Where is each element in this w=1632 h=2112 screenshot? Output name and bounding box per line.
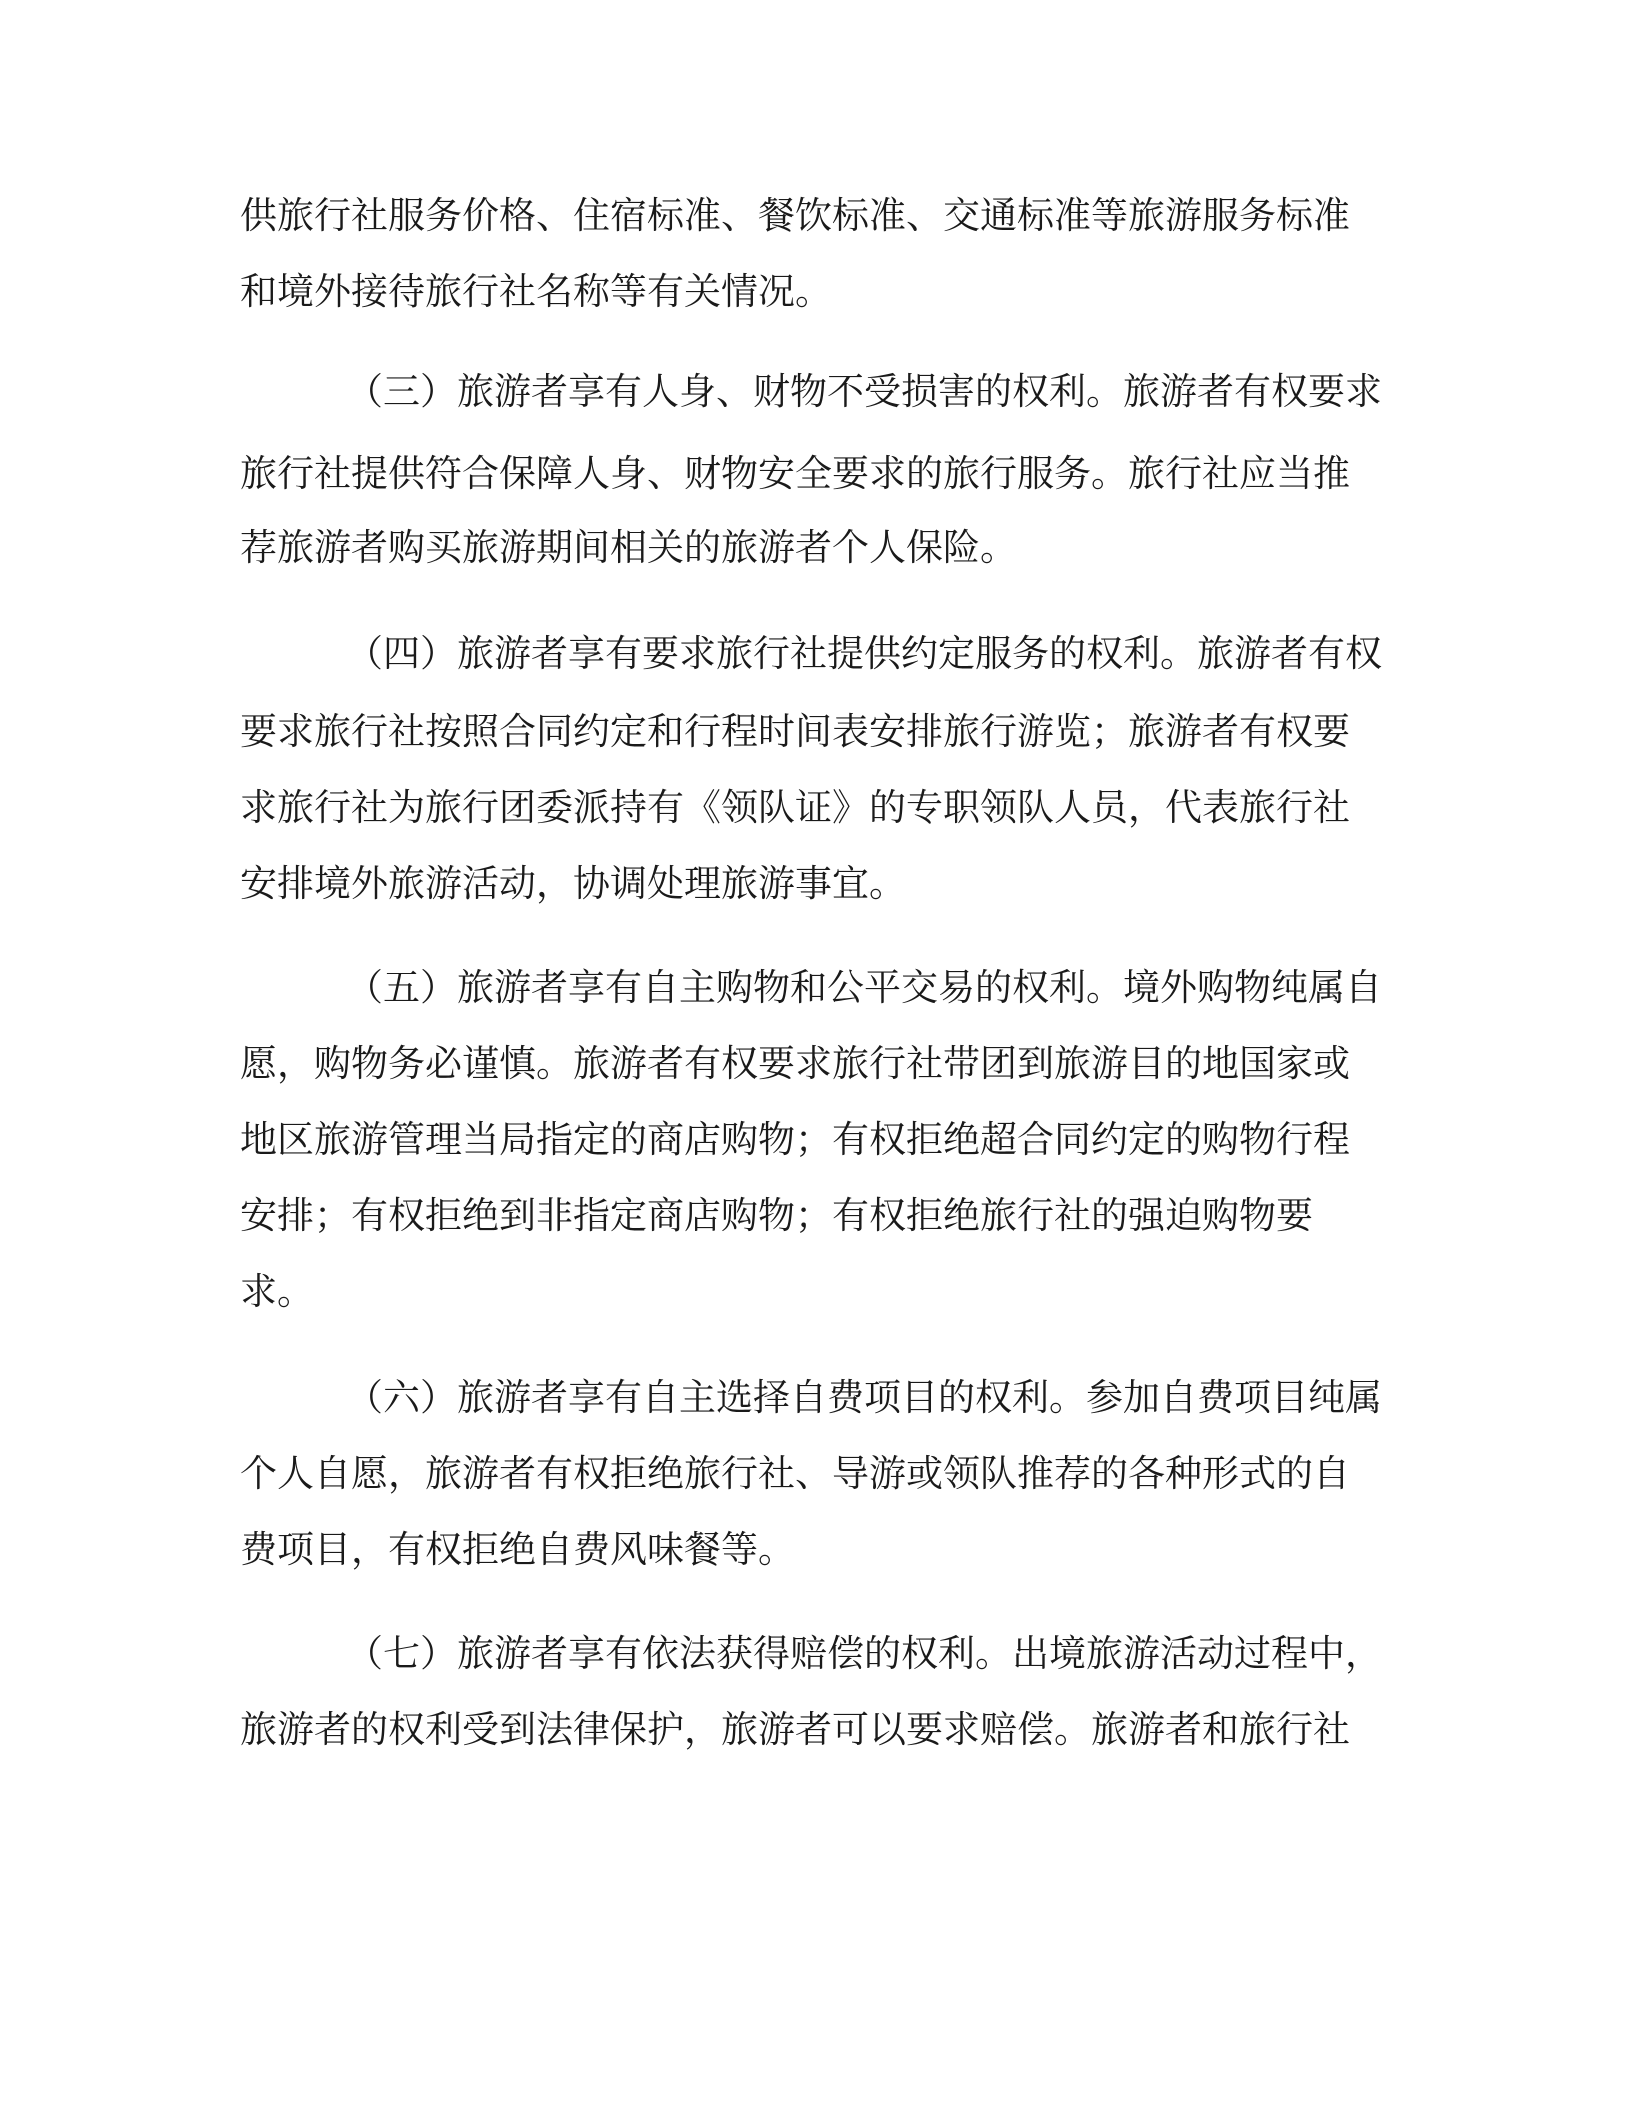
text-line: 个人自愿，旅游者有权拒绝旅行社、导游或领队推荐的各种形式的自 (240, 1452, 1350, 1495)
text-line: 和境外接待旅行社名称等有关情况。 (240, 270, 832, 313)
paragraph-heading-line: （三）旅游者享有人身、财物不受损害的权利。旅游者有权要求 (346, 370, 1382, 413)
paragraph-heading-line: （四）旅游者享有要求旅行社提供约定服务的权利。旅游者有权 (346, 632, 1382, 675)
paragraph-heading-line: （五）旅游者享有自主购物和公平交易的权利。境外购物纯属自 (346, 966, 1382, 1009)
text-line: 旅行社提供符合保障人身、财物安全要求的旅行服务。旅行社应当推 (240, 452, 1350, 495)
text-line: 地区旅游管理当局指定的商店购物；有权拒绝超合同约定的购物行程 (240, 1118, 1350, 1161)
text-line: 要求旅行社按照合同约定和行程时间表安排旅行游览；旅游者有权要 (240, 710, 1350, 753)
text-line: 安排境外旅游活动，协调处理旅游事宜。 (240, 862, 906, 905)
text-line: 求旅行社为旅行团委派持有《领队证》的专职领队人员，代表旅行社 (240, 786, 1350, 829)
text-line: 荐旅游者购买旅游期间相关的旅游者个人保险。 (240, 526, 1017, 569)
paragraph-heading-line: （七）旅游者享有依法获得赔偿的权利。出境旅游活动过程中， (346, 1632, 1382, 1675)
text-line: 费项目，有权拒绝自费风味餐等。 (240, 1528, 795, 1571)
text-line: 求。 (240, 1270, 314, 1313)
text-line: 愿，购物务必谨慎。旅游者有权要求旅行社带团到旅游目的地国家或 (240, 1042, 1350, 1085)
paragraph-heading-line: （六）旅游者享有自主选择自费项目的权利。参加自费项目纯属 (346, 1376, 1382, 1419)
text-line: 旅游者的权利受到法律保护，旅游者可以要求赔偿。旅游者和旅行社 (240, 1708, 1350, 1751)
text-line: 供旅行社服务价格、住宿标准、餐饮标准、交通标准等旅游服务标准 (240, 194, 1350, 237)
text-line: 安排；有权拒绝到非指定商店购物；有权拒绝旅行社的强迫购物要 (240, 1194, 1313, 1237)
